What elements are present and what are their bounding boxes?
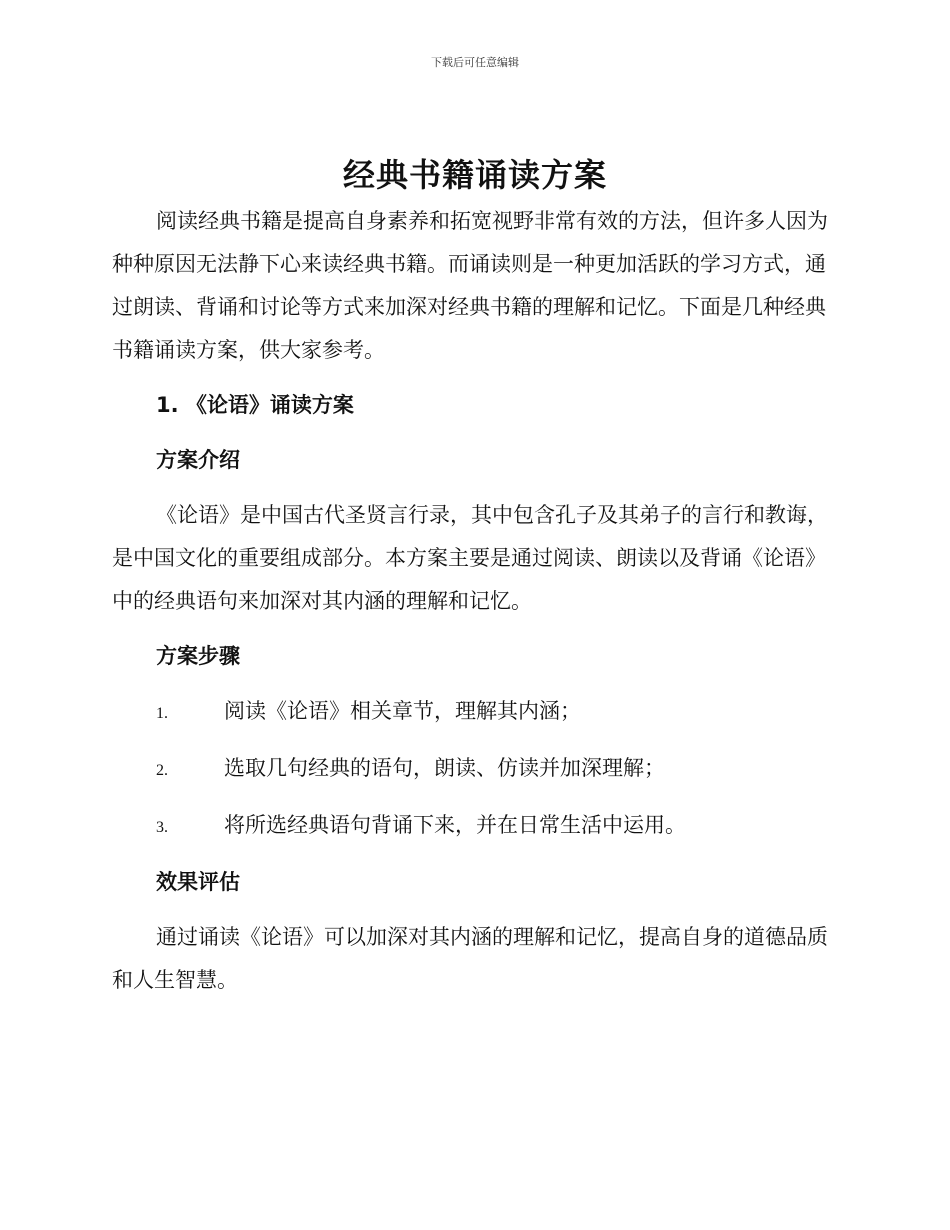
intro-paragraph: 阅读经典书籍是提高自身素养和拓宽视野非常有效的方法，但许多人因为种种原因无法静下心来读经典书籍。而诵读则是一种更加活跃的学习方式，通过朗读、背诵和讨论等方式来加深对经典书籍的理解和记忆。下面是几种经典书籍诵读方案，供大家参考。 — [112, 209, 828, 362]
subheading-steps: 方案步骤 — [156, 644, 240, 668]
step-number: 2. — [156, 762, 168, 779]
list-item — [112, 804, 834, 849]
header-note: 下载后可任意编辑 — [431, 56, 519, 69]
step-number: 3. — [156, 819, 168, 836]
steps-list — [112, 690, 834, 849]
step-text: 将所选经典语句背诵下来，并在日常生活中运用。 — [224, 813, 686, 837]
section-heading-lunyu: 1. 《论语》诵读方案 — [156, 393, 354, 417]
step-text: 选取几句经典的语句，朗读、仿读并加深理解； — [224, 756, 665, 780]
subheading-intro: 方案介绍 — [156, 448, 240, 472]
lunyu-intro-paragraph: 《论语》是中国古代圣贤言行录，其中包含孔子及其弟子的言行和教诲，是中国文化的重要组成部分。本方案主要是通过阅读、朗读以及背诵《论语》中的经典语句来加深对其内涵的理解和记忆。 — [112, 503, 828, 613]
list-item — [112, 747, 834, 792]
evaluation-paragraph: 通过诵读《论语》可以加深对其内涵的理解和记忆，提高自身的道德品质和人生智慧。 — [112, 925, 828, 992]
step-text: 阅读《论语》相关章节，理解其内涵； — [224, 699, 581, 723]
subheading-evaluation: 效果评估 — [156, 870, 240, 894]
document-body — [112, 200, 834, 1002]
document-title: 经典书籍诵读方案 — [342, 156, 607, 194]
step-number: 1. — [156, 705, 168, 722]
list-item — [112, 690, 834, 735]
